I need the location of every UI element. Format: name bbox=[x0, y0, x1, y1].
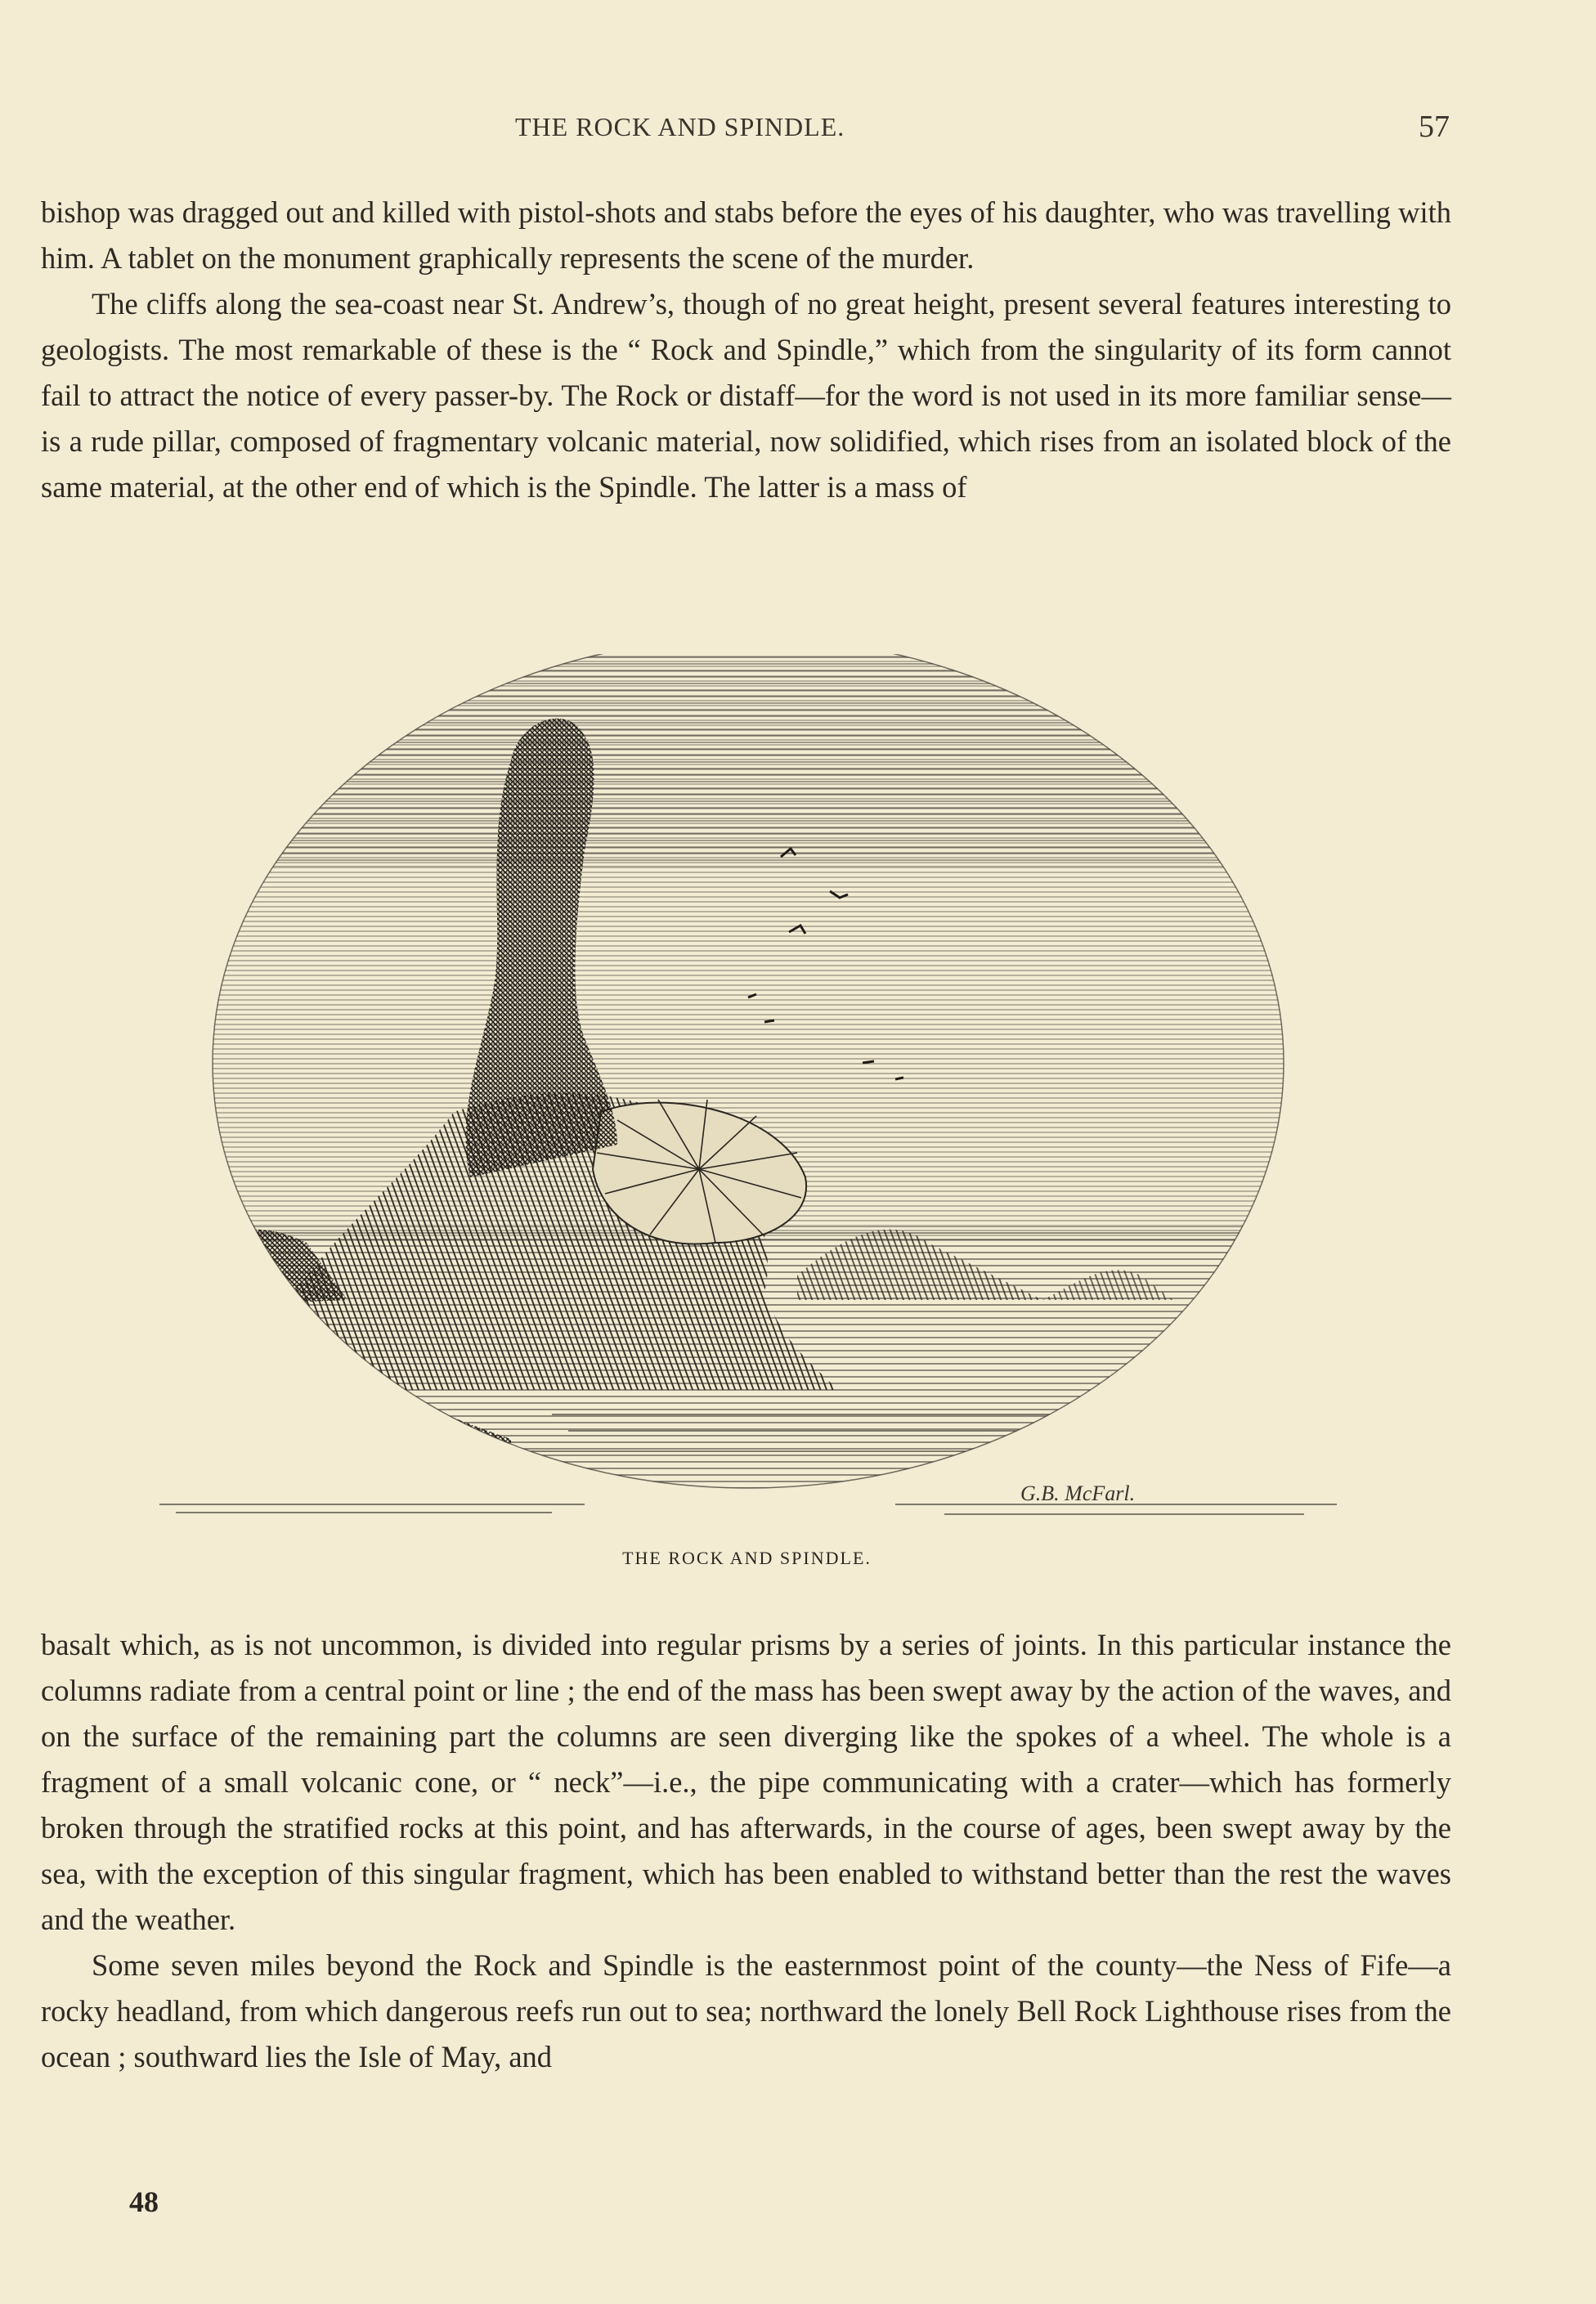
paragraph-continued: bishop was dragged out and killed with pistol-shots and stabs before the eyes of his daughter, who was travelling with him. A tablet on the monument graphically represents the scene of the murder. bbox=[41, 195, 1451, 275]
paragraph-basalt: basalt which, as is not uncommon, is divided into regular prisms by a series of joints. In this particular instance the columns radiate from a central point or line ; the end of the mass has been swept away by the action of the waves, and on the surface of the remaining part the columns are seen diverging like the spokes of a wheel. The whole is a fragment of a small volcanic cone, or “ neck”—i.e., the pipe communicating with a crater—which has formerly broken through the stratified rocks at this point, and has afterwards, in the course of ages, been swept away by the sea, with the exception of this singular fragment, which has been enabled to withstand better than the rest the waves and the weather. bbox=[41, 1628, 1451, 1936]
sheet-signature: 48 bbox=[129, 2185, 159, 2218]
running-head bbox=[0, 109, 1596, 150]
body-text-bottom bbox=[41, 1622, 1451, 2080]
paragraph-ness-of-fife: Some seven miles beyond the Rock and Spindle is the easternmost point of the county—the Ness of Fife—a rocky headland, from which dangerous reefs run out to sea; northward the lonely Bell Rock Lighthouse rises from the ocean ; southward lies the Isle of May, and bbox=[41, 1948, 1451, 2073]
page-number: 57 bbox=[1419, 110, 1450, 144]
engraving-rock-and-spindle bbox=[159, 654, 1337, 1529]
running-title: THE ROCK AND SPINDLE. bbox=[515, 112, 845, 141]
paragraph-cliffs: The cliffs along the sea-coast near St. Andrew’s, though of no great height, present several features interesting to geologists. The most remarkable of these is the “ Rock and Spindle,” which from the singularity of its form cannot fail to attract the notice of every passer-by. The Rock or distaff—for the word is not used in its more familiar sense—is a rude pillar, composed of fragmentary volcanic material, now solidified, which rises from an isolated block of the same material, at the other end of which is the Spindle. The latter is a mass of bbox=[41, 287, 1451, 504]
figure-caption: THE ROCK AND SPINDLE. bbox=[622, 1548, 872, 1568]
sky-area bbox=[159, 654, 1337, 1529]
body-text-top bbox=[41, 190, 1451, 510]
engraver-signature: G.B. McFarl. bbox=[1020, 1481, 1136, 1505]
